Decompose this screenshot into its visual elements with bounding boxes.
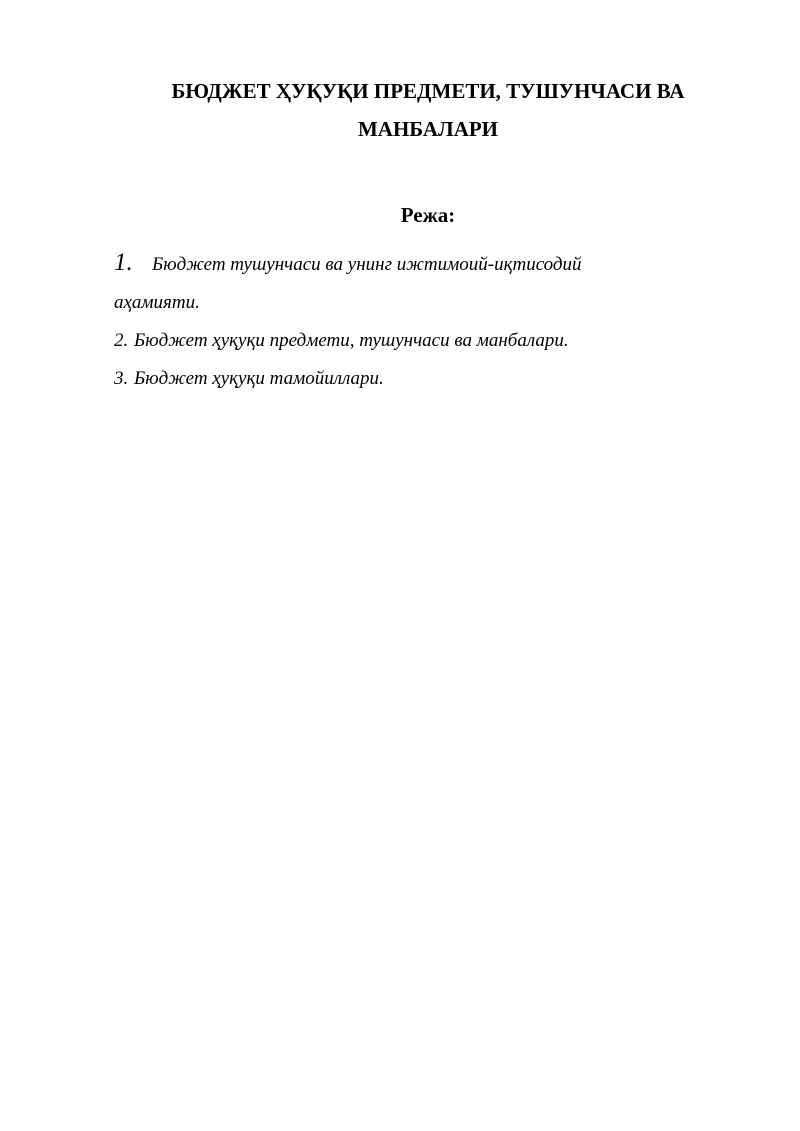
plan-item-text: Бюджет ҳуқуқи тамойиллари. [134, 368, 384, 389]
plan-item-number: 3. [114, 368, 129, 389]
plan-item-text: Бюджет тушунчаси ва унинг ижтимоий-иқтисодий [152, 254, 582, 275]
plan-item-continuation: аҳамияти. [114, 292, 200, 313]
plan-item-number: 2. [114, 330, 129, 351]
title-line-2: МАНБАЛАРИ [357, 117, 499, 141]
plan-item-number: 1. [114, 249, 133, 276]
document-title [110, 72, 746, 148]
plan-item-3 [114, 360, 714, 398]
title-line-1: БЮДЖЕТ ҲУҚУҚИ ПРЕДМЕТИ, ТУШУНЧАСИ ВА [171, 79, 685, 103]
plan-item-text: Бюджет ҳуқуқи предмети, тушунчаси ва манбалари. [134, 330, 569, 351]
plan-list [114, 244, 714, 398]
plan-heading: Режа: [400, 203, 456, 227]
plan-item-1 [114, 244, 714, 322]
plan-item-2 [114, 322, 714, 360]
